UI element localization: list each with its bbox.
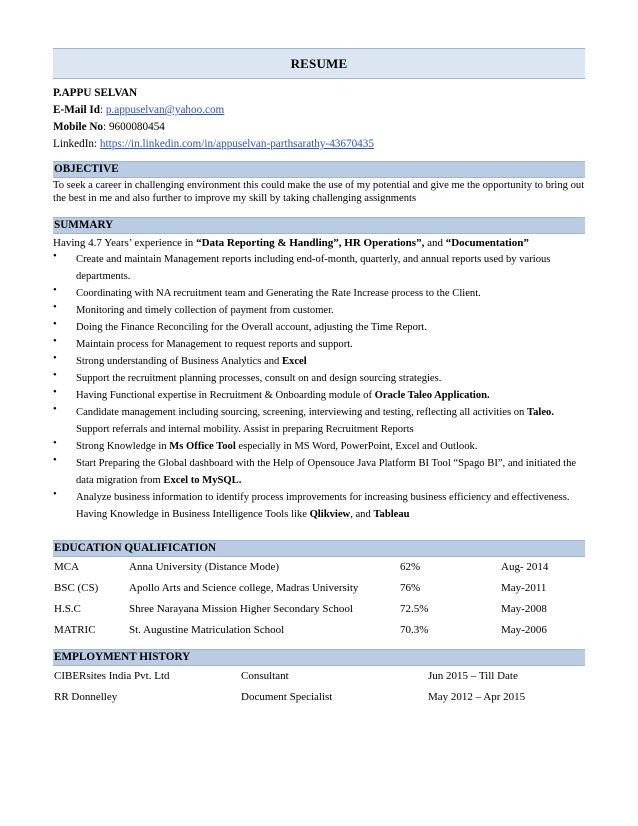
resume-page bbox=[53, 48, 585, 708]
linkedin-link[interactable]: https://in.linkedin.com/in/appuselvan-parthsarathy-43670435 bbox=[99, 138, 374, 150]
bullet-emphasis: Oracle Taleo Application. bbox=[374, 389, 490, 401]
bullet-emphasis: Ms Office Tool bbox=[169, 440, 236, 452]
bullet-text bbox=[76, 302, 585, 319]
institute-cell: Shree Narayana Mission Higher Secondary School bbox=[129, 603, 353, 615]
summary-bullet bbox=[53, 336, 585, 353]
bullet-text bbox=[76, 387, 585, 404]
bullet-text bbox=[76, 319, 585, 336]
institute-cell: Anna University (Distance Mode) bbox=[129, 561, 279, 573]
bullet-marker: • bbox=[53, 488, 57, 500]
summary-bullet bbox=[53, 285, 585, 302]
linkedin-label: LinkedIn bbox=[53, 138, 95, 150]
bullet-text bbox=[76, 370, 585, 387]
contact-block bbox=[53, 85, 585, 153]
bullet-phrase: Having Functional expertise in Recruitment & Onboarding module of bbox=[76, 389, 375, 401]
score-cell: 62% bbox=[400, 561, 421, 573]
bullet-marker: • bbox=[53, 403, 57, 415]
candidate-name: P.APPU SELVAN bbox=[53, 87, 138, 99]
employment-row bbox=[53, 666, 585, 687]
degree-cell: BSC (CS) bbox=[54, 582, 99, 594]
mobile-label: Mobile No bbox=[53, 121, 104, 133]
bullet-text bbox=[76, 251, 585, 285]
bullet-phrase: Monitoring and timely collection of payment from customer. bbox=[76, 304, 334, 316]
bullet-text bbox=[76, 438, 585, 455]
bullet-text bbox=[76, 455, 585, 489]
bullet-phrase: Strong understanding of Business Analytics and bbox=[76, 355, 282, 367]
bullet-marker: • bbox=[53, 437, 57, 449]
employment-row bbox=[53, 687, 585, 708]
degree-cell: MCA bbox=[54, 561, 80, 573]
education-row bbox=[53, 557, 585, 578]
bullet-text bbox=[76, 336, 585, 353]
summary-heading: SUMMARY bbox=[53, 217, 585, 234]
company-cell: RR Donnelley bbox=[54, 691, 118, 703]
bullet-phrase: Candidate management including sourcing, screening, interviewing and testing, reflecting all activities on bbox=[76, 406, 527, 418]
summary-intro-text: Having 4.7 Years’ experience in bbox=[53, 237, 197, 249]
bullet-phrase: especially in MS Word, PowerPoint, Excel and Outlook. bbox=[235, 440, 478, 452]
summary-intro bbox=[53, 237, 585, 250]
summary-bullet bbox=[53, 319, 585, 336]
objective-text: To seek a career in challenging environment this could make the use of my potential and give me the opportunity to bring out the best in me and also further to improve my skill by taking challenging assignments bbox=[53, 180, 585, 204]
date-cell: May-2008 bbox=[501, 603, 547, 615]
mobile-line: Mobile No: 9600080454 bbox=[53, 121, 165, 133]
employment-heading: EMPLOYMENT HISTORY bbox=[53, 649, 585, 666]
employment-table bbox=[53, 666, 585, 708]
bullet-marker: • bbox=[53, 352, 57, 364]
bullet-phrase: Support the recruitment planning processes, consult on and design sourcing strategies. bbox=[76, 372, 442, 384]
bullet-phrase: Start Preparing the Global dashboard with the Help of Opensouce Java Platform BI Tool “Spago BI”, and initiated the data migration from bbox=[76, 457, 577, 486]
score-cell: 72.5% bbox=[400, 603, 429, 615]
bullet-phrase: Strong Knowledge in bbox=[76, 440, 170, 452]
objective-heading: OBJECTIVE bbox=[53, 161, 585, 178]
bullet-marker: • bbox=[53, 301, 57, 313]
summary-bullet bbox=[53, 251, 585, 285]
bullet-phrase: Create and maintain Management reports including end-of-month, quarterly, and annual reports used by various departments. bbox=[76, 253, 551, 282]
period-cell: May 2012 – Apr 2015 bbox=[428, 691, 526, 703]
bullet-text bbox=[76, 489, 585, 523]
bullet-phrase: Doing the Finance Reconciling for the Overall account, adjusting the Time Report. bbox=[76, 321, 427, 333]
bullet-marker: • bbox=[53, 386, 57, 398]
summary-intro-highlight: “Data Reporting & Handling”, HR Operations”, bbox=[196, 237, 425, 249]
bullet-text bbox=[76, 353, 585, 370]
summary-bullet bbox=[53, 438, 585, 455]
summary-bullet bbox=[53, 370, 585, 387]
summary-bullet bbox=[53, 489, 585, 523]
summary-intro-highlight-2: “Documentation” bbox=[445, 237, 529, 249]
education-row bbox=[53, 599, 585, 620]
period-cell: Jun 2015 – Till Date bbox=[428, 670, 518, 682]
bullet-phrase: Analyze business information to identify process improvements for increasing business efficiency and effectiveness. Having Knowledge in Business Intelligence Tools like bbox=[76, 491, 570, 520]
bullet-emphasis: Excel to MySQL. bbox=[163, 474, 242, 486]
summary-bullet bbox=[53, 302, 585, 319]
bullet-marker: • bbox=[53, 250, 57, 262]
bullet-marker: • bbox=[53, 335, 57, 347]
email-link[interactable]: p.appuselvan@yahoo.com bbox=[105, 104, 225, 116]
bullet-marker: • bbox=[53, 318, 57, 330]
bullet-phrase: , and bbox=[350, 508, 374, 520]
bullet-text bbox=[76, 404, 585, 438]
role-cell: Consultant bbox=[241, 670, 289, 682]
institute-cell: Apollo Arts and Science college, Madras University bbox=[129, 582, 359, 594]
bullet-phrase: Coordinating with NA recruitment team and Generating the Rate Increase process to the Client. bbox=[76, 287, 481, 299]
summary-bullet bbox=[53, 387, 585, 404]
date-cell: May-2006 bbox=[501, 624, 547, 636]
company-cell: CIBERsites India Pvt. Ltd bbox=[54, 670, 170, 682]
date-cell: May-2011 bbox=[501, 582, 547, 594]
education-row bbox=[53, 578, 585, 599]
email-line: E-Mail Id: p.appuselvan@yahoo.com bbox=[53, 104, 225, 116]
degree-cell: H.S.C bbox=[54, 603, 81, 615]
degree-cell: MATRIC bbox=[54, 624, 96, 636]
score-cell: 70.3% bbox=[400, 624, 429, 636]
summary-bullet bbox=[53, 404, 585, 438]
bullet-marker: • bbox=[53, 369, 57, 381]
bullet-text bbox=[76, 285, 585, 302]
bullet-emphasis: Qlikview bbox=[309, 508, 351, 520]
education-row bbox=[53, 620, 585, 641]
bullet-marker: • bbox=[53, 284, 57, 296]
score-cell: 76% bbox=[400, 582, 421, 594]
summary-bullet bbox=[53, 353, 585, 370]
education-table bbox=[53, 557, 585, 641]
email-label: E-Mail Id bbox=[53, 104, 100, 116]
bullet-phrase: Support referrals and internal mobility. Assist in preparing Recruitment Reports bbox=[76, 423, 414, 435]
role-cell: Document Specialist bbox=[241, 691, 333, 703]
bullet-marker: • bbox=[53, 454, 57, 466]
bullet-emphasis: Excel bbox=[281, 355, 307, 367]
bullet-phrase: Maintain process for Management to request reports and support. bbox=[76, 338, 353, 350]
education-heading: EDUCATION QUALIFICATION bbox=[53, 540, 585, 557]
summary-intro-and: and bbox=[424, 237, 446, 249]
date-cell: Aug- 2014 bbox=[501, 561, 549, 573]
linkedin-line: LinkedIn: https://in.linkedin.com/in/appuselvan-parthsarathy-43670435 bbox=[53, 138, 374, 150]
institute-cell: St. Augustine Matriculation School bbox=[129, 624, 285, 636]
mobile-number: 9600080454 bbox=[108, 121, 165, 133]
summary-list bbox=[53, 251, 585, 523]
summary-bullet bbox=[53, 455, 585, 489]
resume-title: RESUME bbox=[53, 48, 585, 79]
bullet-emphasis: Tableau bbox=[373, 508, 410, 520]
bullet-emphasis: Taleo. bbox=[527, 406, 554, 418]
